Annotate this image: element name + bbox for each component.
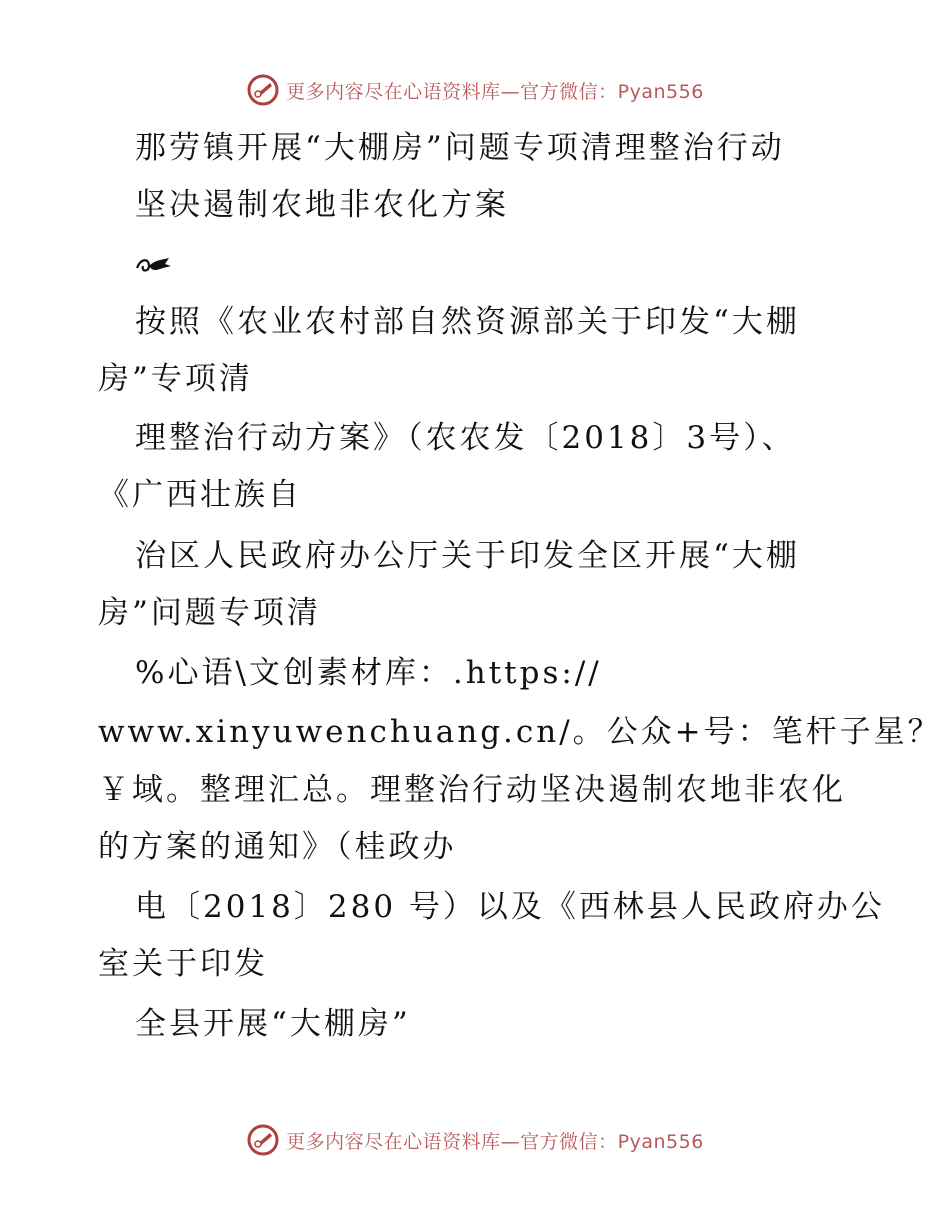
body-line-13: 全县开展“大棚房” bbox=[135, 1006, 411, 1042]
body-line-11: 电〔2018〕280 号）以及《西林县人民政府办公 bbox=[135, 889, 885, 925]
body-line-4: 《广西壮族自 bbox=[98, 477, 302, 513]
brand-logo-icon bbox=[246, 73, 280, 107]
body-line-2: 房”专项清 bbox=[98, 361, 253, 397]
brand-logo-icon bbox=[246, 1123, 280, 1157]
doc-title-line-1: 那劳镇开展“大棚房”问题专项清理整治行动 bbox=[135, 130, 785, 166]
body-line-8: www.xinyuwenchuang.cn/。公众+号：笔杆子星？ bbox=[98, 714, 942, 750]
watermark-text: 更多内容尽在心语资料库—官方微信：Pyan556 bbox=[286, 1130, 704, 1153]
body-line-5: 治区人民政府办公厅关于印发全区开展“大棚 bbox=[135, 538, 800, 574]
body-line-9: ￥域。整理汇总。理整治行动坚决遏制农地非农化 bbox=[98, 772, 846, 808]
body-line-1: 按照《农业农村部自然资源部关于印发“大棚 bbox=[135, 304, 800, 340]
body-line-7: %心语\文创素材库：.https:// bbox=[135, 655, 602, 691]
body-line-12: 室关于印发 bbox=[98, 946, 268, 982]
body-line-6: 房”问题专项清 bbox=[98, 595, 321, 631]
footer-watermark-banner bbox=[0, 1120, 950, 1160]
doc-title-line-2: 坚决遏制农地非农化方案 bbox=[135, 187, 509, 223]
body-line-3: 理整治行动方案》（农农发〔2018〕3号）、 bbox=[135, 420, 796, 456]
header-watermark-banner bbox=[0, 70, 950, 110]
body-line-10: 的方案的通知》（桂政办 bbox=[98, 829, 457, 865]
watermark-text: 更多内容尽在心语资料库—官方微信：Pyan556 bbox=[286, 80, 704, 103]
ornament-flourish-icon bbox=[135, 254, 173, 276]
